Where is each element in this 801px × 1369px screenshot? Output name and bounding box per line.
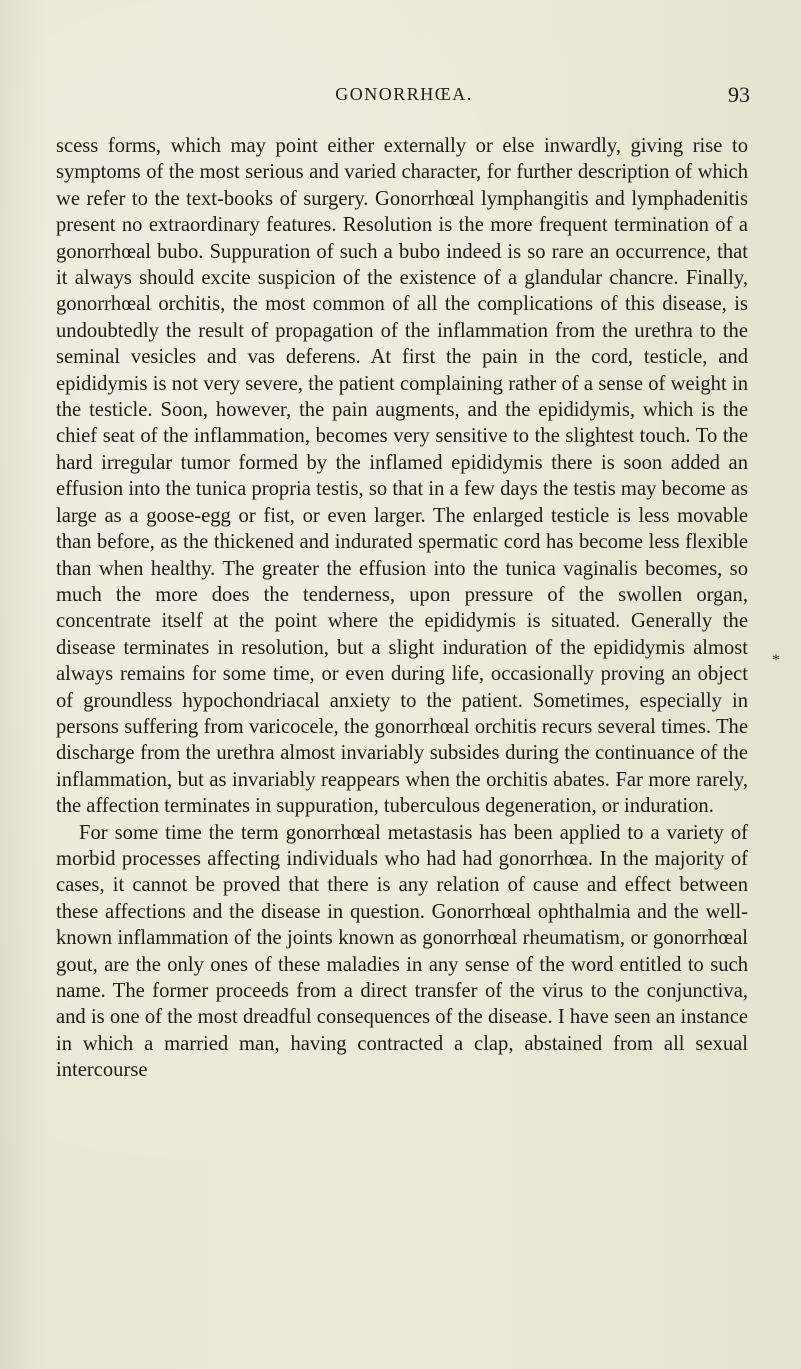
running-title: GONORRHŒA.	[335, 84, 473, 104]
paragraph-continued: scess forms, which may point either externally or else inwardly, giving rise to symptoms of the most serious and varied character, for further description of which we refer to the text-books of surgery. Gonorrhœal lymphangitis and lymphadenitis present no extraordinary features. Resolution is the more frequent termination of a gonorrhœal bubo. Suppuration of such a bubo indeed is so rare an occurrence, that it always should excite suspicion of the existence of a glandular chancre. Finally, gonorrhœal orchitis, the most common of all the complications of this disease, is undoubtedly the result of propagation of the inflammation from the urethra to the seminal vesicles and vas deferens. At first the pain in the cord, testicle, and epididymis is not very severe, the patient complaining rather of a sense of weight in the testicle. Soon, however, the pain augments, and the epididymis, which is the chief seat of the inflammation, becomes very sensitive to the slightest touch. To the hard irregular tumor formed by the inflamed epididymis there is soon added an effusion into the tunica propria testis, so that in a few days the testis may become as large as a goose-egg or fist, or even larger. The enlarged testicle is less movable than before, as the thickened and indurated spermatic cord has become less flexible than when healthy. The greater the effusion into the tunica vaginalis becomes, so much the more does the tenderness, upon pressure of the swollen organ, concentrate itself at the point where the epididymis is situated. Generally the disease terminates in resolution, but a slight induration of the epididymis almost always remains for some time, or even during life, occasionally proving an object of groundless hypochondriacal anxiety to the patient. Sometimes, especially in persons suffering from varicocele, the gonorrhœal orchitis recurs several times. The discharge from the urethra almost invariably subsides during the continuance of the inflammation, but as invariably reappears when the orchitis abates. Far more rarely, the affection terminates in suppuration, tuberculous degeneration, or induration.	[56, 135, 748, 818]
page-header	[58, 84, 750, 114]
page-number: 93	[728, 82, 750, 107]
margin-mark: *	[772, 652, 780, 669]
paragraph-metastasis: For some time the term gonorrhœal metastasis has been applied to a variety of morbid processes affecting individuals who had had gonorrhœa. In the majority of cases, it cannot be proved that there is any relation of cause and effect between these affections and the disease in question. Gonorrhœal ophthalmia and the well-known inflammation of the joints known as gonorrhœal rheumatism, or gonorrhœal gout, are the only ones of these maladies in any sense of the word entitled to such name. The former proceeds from a direct transfer of the virus to the conjunctiva, and is one of the most dreadful consequences of the disease. I have seen an instance in which a married man, having contracted a clap, abstained from all sexual intercourse	[56, 821, 748, 1082]
body-text	[56, 133, 748, 1084]
